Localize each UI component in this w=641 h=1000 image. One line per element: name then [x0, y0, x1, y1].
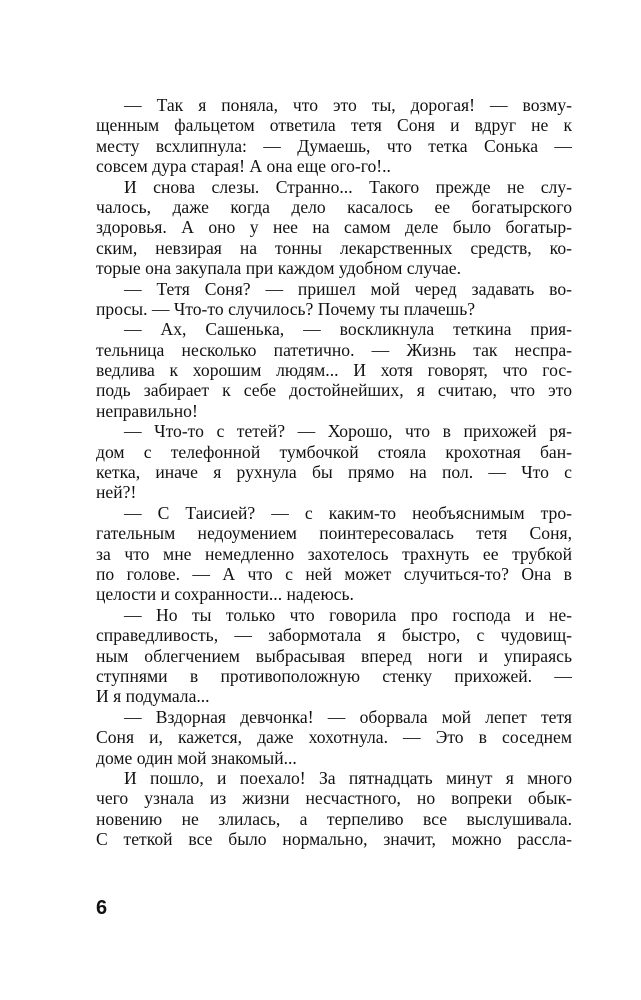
text-line: по голове. — А что с ней может случиться-то? Она в: [96, 563, 572, 584]
text-line: гательным недоумением поинтересовалась тетя Соня,: [96, 523, 572, 544]
paragraph: [96, 177, 572, 279]
text-line: подь забирает к себе достойнейших, я считаю, что это: [96, 380, 572, 401]
text-line: дом с телефонной тумбочкой стояла крохотная бан-: [96, 441, 572, 462]
page-number: 6: [96, 897, 108, 919]
text-line: месту всхлипнула: — Думаешь, что тетка Сонька —: [96, 135, 572, 156]
text-line: щенным фальцетом ответила тетя Соня и вдруг не к: [96, 115, 572, 136]
text-line: ступнями в противоположную стенку прихожей. —: [96, 665, 572, 686]
text-line: доме один мой знакомый...: [96, 747, 297, 768]
text-line: — Вздорная девчонка! — оборвала мой лепет тетя: [124, 706, 572, 727]
text-line: справедливость, — забормотала я быстро, с чудовищ-: [96, 625, 572, 646]
text-line: ведлива к хорошим людям... И хотя говорят, что гос-: [96, 360, 572, 381]
text-line: чего узнала из жизни несчастного, но вопреки обык-: [96, 788, 572, 809]
paragraph: [96, 95, 572, 177]
paragraph: [96, 707, 572, 768]
paragraph: [96, 319, 572, 421]
text-line: торые она закупала при каждом удобном случае.: [96, 258, 461, 279]
text-line: И снова слезы. Странно... Такого прежде не слу-: [124, 176, 572, 197]
text-line: И пошло, и поехало! За пятнадцать минут я много: [124, 767, 572, 788]
text-line: совсем дура старая! А она еще ого-го!..: [96, 156, 391, 177]
text-line: С теткой все было нормально, значит, можно рассла-: [96, 829, 572, 850]
text-line: — Но ты только что говорила про господа и не-: [124, 604, 572, 625]
text-line: новению не злилась, а терпеливо все выслушивала.: [96, 808, 572, 829]
text-line: здоровья. А оно у нее на самом деле было богатыр-: [96, 217, 572, 238]
paragraph: [96, 279, 572, 320]
page-text-body: [96, 95, 572, 849]
paragraph: [96, 503, 572, 605]
text-line: просы. — Что-то случилось? Почему ты плачешь?: [96, 298, 476, 319]
text-line: ней?!: [96, 482, 137, 503]
text-line: — Что-то с тетей? — Хорошо, что в прихожей ря-: [124, 421, 572, 442]
paragraph: [96, 421, 572, 503]
paragraph: [96, 768, 572, 850]
text-line: Соня и, кажется, даже хохотнула. — Это в соседнем: [96, 727, 572, 748]
text-line: кетка, иначе я рухнула бы прямо на пол. — Что с: [96, 462, 572, 483]
text-line: ным облегчением выбрасывая вперед ноги и упираясь: [96, 645, 572, 666]
text-line: И я подумала...: [96, 686, 210, 707]
text-line: за что мне немедленно захотелось трахнуть ее трубкой: [96, 543, 572, 564]
paragraph: [96, 605, 572, 707]
text-line: — Так я поняла, что это ты, дорогая! — возму-: [124, 95, 572, 115]
text-line: тельница несколько патетично. — Жизнь так неспра-: [96, 339, 572, 360]
text-line: ским, невзирая на тонны лекарственных средств, ко-: [96, 237, 572, 258]
text-line: — Тетя Соня? — пришел мой черед задавать во-: [124, 278, 572, 299]
text-line: целости и сохранности... надеюсь.: [96, 584, 354, 605]
text-line: — С Таисией? — с каким-то необъяснимым тро-: [124, 502, 572, 523]
text-line: чалось, даже когда дело касалось ее богатырского: [96, 196, 572, 217]
text-line: — Ах, Сашенька, — воскликнула теткина прия-: [124, 319, 572, 340]
text-line: неправильно!: [96, 400, 198, 421]
